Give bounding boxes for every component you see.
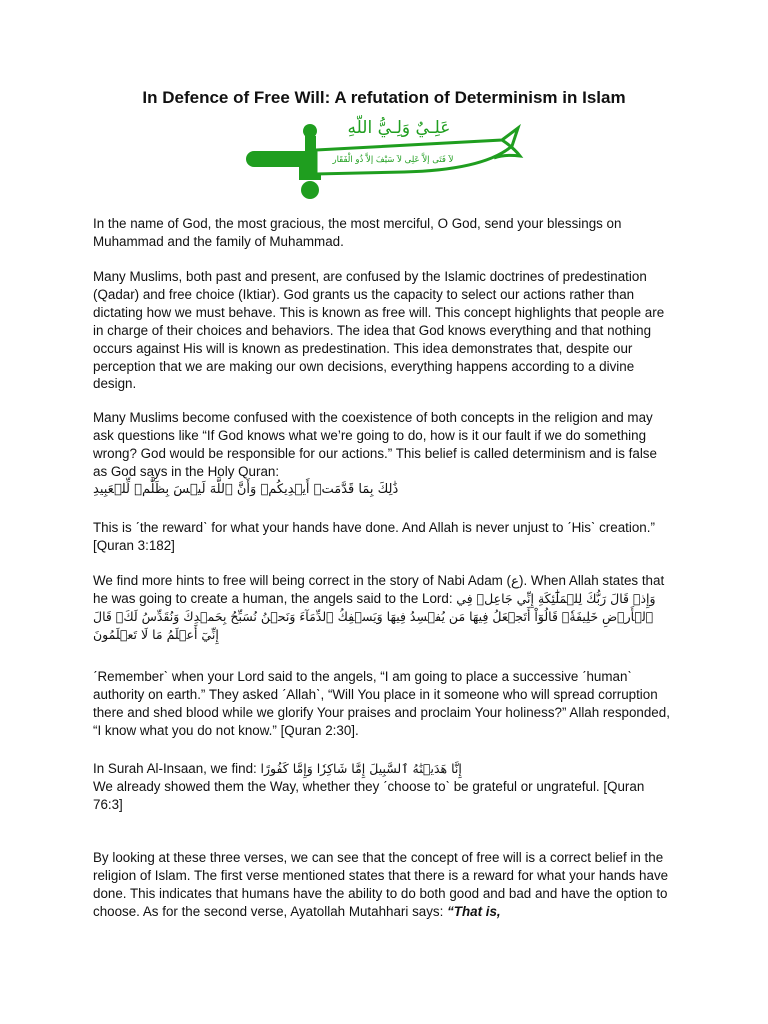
translation-76-3: We already showed them the Way, whether they ˊchoose toˋ be grateful or ungrateful. [Quran 76:3] [93, 778, 645, 812]
paragraph-text-en: By looking at these three verses, we can see that the concept of free will is a correct belief in the religion of Islam. The first verse mentioned states that there is a reward for what your hands have done. This indicates that humans have the ability to do both good and bad and have the option to choose. As for the second verse, Ayatollah Mutahhari says: [93, 850, 669, 919]
quran-verse-2-30: وَإِذۡ قَالَ رَبُّكَ لِلۡمَلَٰٓئِكَةِ إِنِّي جَاعِلٞ فِي ٱلۡأَرۡضِ خَلِيفَةٗۖ قَالُوٓاْ أَتَجۡعَلُ فِيهَا مَن يُفۡسِدُ فِيهَا وَيَسۡفِكُ ٱلدِّمَآءَ وَنَحۡنُ نُسَبِّحُ بِحَمۡدِكَ وَنُقَدِّسُ لَكَۖ قَالَ إِنِّيٓ أَعۡلَمُ مَا لَا تَعۡلَمُونَ [93, 590, 656, 642]
paragraph-text: ˊRememberˋ when your Lord said to the angels, “I am going to place a successive ˊhumanˋ authority on earth.” They asked ˊAllahˋ, “Will You place in it someone who will spread corruption there and shed blood while we glorify Your praises and proclaim Your holiness?” Allah responded, “I know what you do not know.” [Quran 2:30]. [93, 669, 670, 738]
paragraph-al-insaan [93, 760, 673, 814]
paragraph-text: Many Muslims become confused with the coexistence of both concepts in the religion and may ask questions like “If God knows what we’re going to do, how is it our fault if we do something wrong? God would be responsible for our actions.” This belief is called determinism and is false as God says in the Holy Quran: [93, 410, 657, 479]
emblem-arabic-sub: لاَ فَتَى إلاَّ عَلِى لاَ سَيْفَ إلاَّ ذُو الْفَقَار [332, 155, 454, 165]
emblem-arabic-main: عَلِـيٌ وَلِـيُّ اللّهِ [347, 118, 451, 138]
paragraph-text-en: We find more hints to free will being correct in the story of Nabi Adam (ع). When Allah states that he was going to create a human, the angels said to the Lord: [93, 573, 665, 606]
quran-verse-76-3: إِنَّا هَدَيۡنَٰهُ ٱلسَّبِيلَ إِمَّا شَاكِرٗا وَإِمَّا كَفُورًا [260, 761, 462, 776]
paragraph-determinism [93, 409, 673, 499]
paragraph-text [93, 572, 673, 644]
paragraph-text: This is ˊthe rewardˋ for what your hands have done. And Allah is never unjust to ˊHisˋ creation.” [Quran 3:182] [93, 520, 655, 553]
document-title: In Defence of Free Will: A refutation of Determinism in Islam [142, 88, 626, 107]
paragraph-translation-2-30 [93, 668, 673, 740]
paragraph-text [93, 760, 673, 778]
quran-verse-3-182: ذَٰلِكَ بِمَا قَدَّمَتۡ أَيۡدِيكُمۡ وَأَنَّ ٱللَّهَ لَيۡسَ بِظَلَّٰمٖ لِّلۡعَبِيدِ [93, 481, 399, 497]
zulfiqar-emblem [244, 120, 524, 202]
paragraph-text-en: In Surah Al-Insaan, we find: [93, 761, 257, 776]
paragraph-text: Many Muslims, both past and present, are confused by the Islamic doctrines of predestination (Qadar) and free choice (Iktiar). God grants us the capacity to select our actions rather than dictating how we must behave. This is known as free will. This concept highlights that people are in charge of their choices and behaviors. The idea that God knows everything and that nothing occurs against His will is known as predestination. This idea demonstrates that, despite our perception that we are making our own decisions, everything happens according to a divine design. [93, 269, 665, 392]
quote-emphasis: “That is, [447, 903, 501, 919]
paragraph-text: In the name of God, the most gracious, the most merciful, O God, send your blessings on Muhammad and the family of Muhammad. [93, 216, 622, 249]
paragraph-conclusion [93, 849, 673, 921]
paragraph-doctrines [93, 268, 673, 393]
paragraph-invocation [93, 215, 673, 251]
paragraph-text [93, 849, 673, 921]
paragraph-translation-3-182 [93, 519, 673, 555]
paragraph-nabi-adam [93, 572, 673, 644]
